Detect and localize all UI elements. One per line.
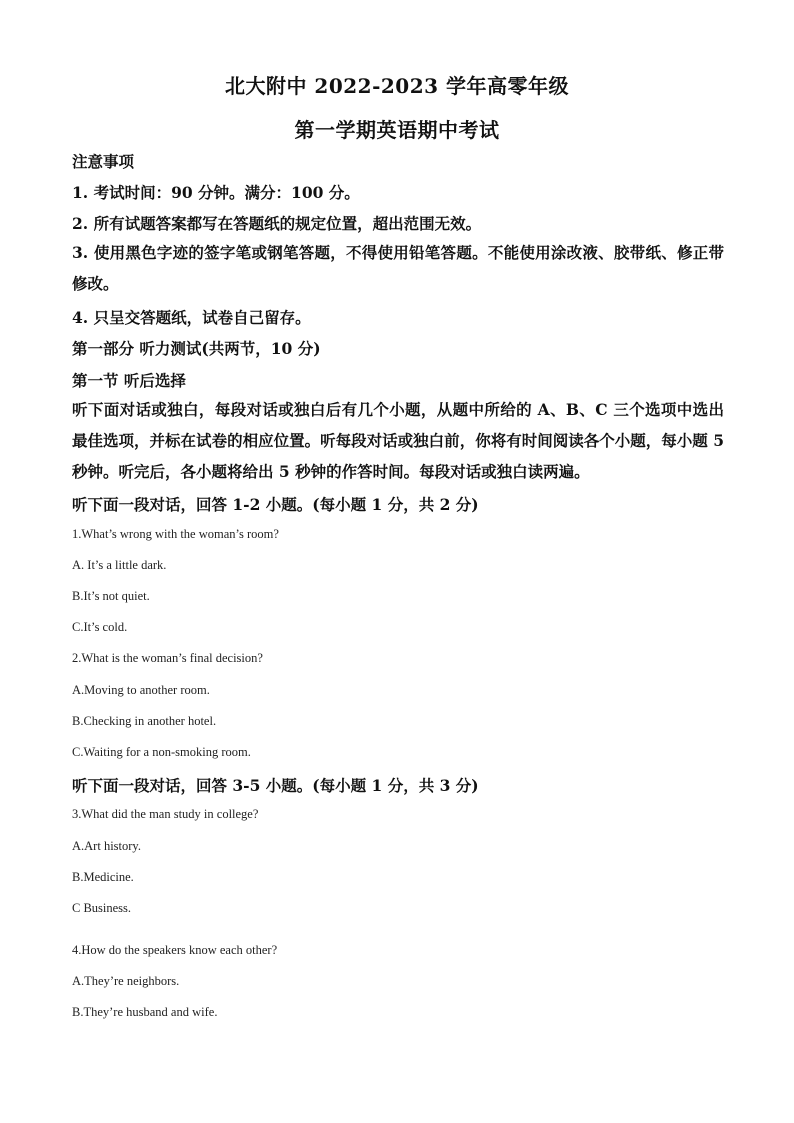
notice-item-1: 1. 考试时间：90 分钟。满分：100 分。 — [72, 183, 360, 202]
exam-title-line2: 第一学期英语期中考试 — [294, 118, 500, 142]
listening-instructions: 听下面对话或独白，每段对话或独白后有几个小题，从题中所给的 A、B、C 三个选项中选出最佳选项，并标在试卷的相应位置。听每段对话或独白前，你将有时间阅读各个小题，每小题 5 秒钟。听完后，各小题将给出 5 秒钟的作答时间。每段对话或独白读两遍。 — [72, 400, 724, 481]
question-3-option-c: C Business. — [72, 901, 132, 915]
question-4-option-b: B.They’re husband and wife. — [72, 1005, 218, 1019]
question-2-option-c: C.Waiting for a non-smoking room. — [72, 745, 251, 759]
notice-item-3: 3. 使用黑色字迹的签字笔或钢笔答题，不得使用铅笔答题。不能使用涂改液、胶带纸、修正带修改。 — [72, 243, 724, 293]
notice-item-2: 2. 所有试题答案都写在答题纸的规定位置，超出范围无效。 — [72, 214, 482, 233]
question-4-option-a: A.They’re neighbors. — [72, 974, 180, 988]
question-1-option-c: C.It’s cold. — [72, 620, 128, 634]
question-1-option-b: B.It’s not quiet. — [72, 589, 150, 603]
question-2-option-b: B.Checking in another hotel. — [72, 714, 217, 728]
question-1-option-a: A. It’s a little dark. — [72, 558, 167, 572]
notice-item-4: 4. 只呈交答题纸，试卷自己留存。 — [72, 308, 311, 327]
group1-heading: 听下面一段对话，回答 1-2 小题。(每小题 1 分，共 2 分) — [72, 495, 479, 514]
question-2-stem: 2.What is the woman’s final decision? — [72, 651, 263, 665]
question-4-stem: 4.How do the speakers know each other? — [72, 943, 278, 957]
question-3-stem: 3.What did the man study in college? — [72, 807, 259, 821]
section1-heading: 第一节 听后选择 — [72, 371, 186, 390]
question-3-option-b: B.Medicine. — [72, 870, 134, 884]
exam-title-line1: 北大附中 2022-2023 学年高零年级 — [224, 74, 570, 98]
question-1-stem: 1.What’s wrong with the woman’s room? — [72, 527, 279, 541]
question-3-option-a: A.Art history. — [72, 839, 141, 853]
part1-heading: 第一部分 听力测试(共两节，10 分) — [72, 339, 321, 358]
notice-heading: 注意事项 — [72, 152, 135, 171]
question-2-option-a: A.Moving to another room. — [72, 683, 210, 697]
group2-heading: 听下面一段对话，回答 3-5 小题。(每小题 1 分，共 3 分) — [72, 776, 479, 795]
